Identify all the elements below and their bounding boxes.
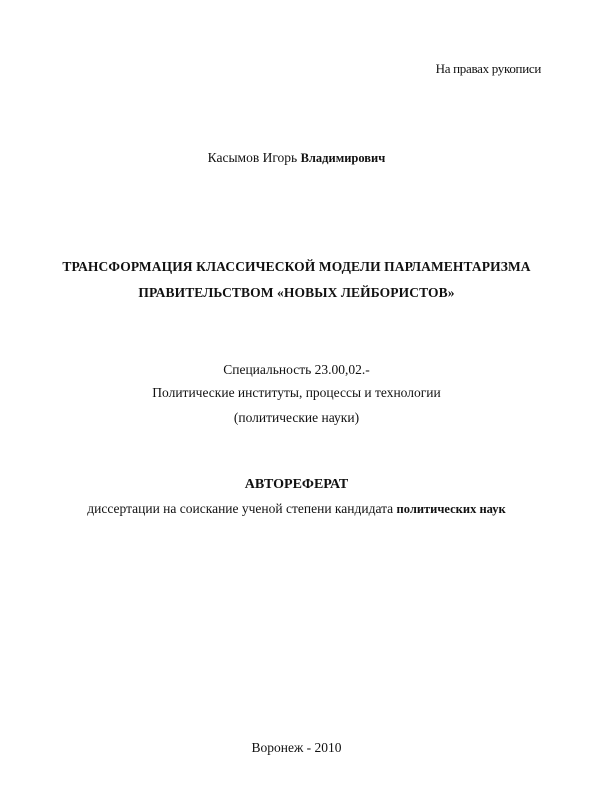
specialty-name: Политические институты, процессы и технологии <box>152 385 441 400</box>
document-purpose-regular: диссертации на соискание ученой степени кандидата <box>87 501 397 516</box>
title-line-2: ПРАВИТЕЛЬСТВОМ «НОВЫХ ЛЕЙБОРИСТОВ» <box>138 285 455 300</box>
document-purpose-bold: политических наук <box>396 502 506 516</box>
author-name <box>0 151 593 165</box>
document-type: АВТОРЕФЕРАТ <box>244 477 349 492</box>
manuscript-rights-note: На правах рукописи <box>435 61 541 76</box>
specialty-field: (политические науки) <box>233 410 360 425</box>
title-line-1: ТРАНСФОРМАЦИЯ КЛАССИЧЕСКОЙ МОДЕЛИ ПАРЛАМЕНТАРИЗМА <box>62 259 531 274</box>
author-name-regular: Касымов Игорь <box>207 150 301 165</box>
document-purpose <box>0 502 593 516</box>
author-patronymic: Владимирович <box>300 151 386 165</box>
specialty-code: Специальность 23.00,02.- <box>223 362 370 377</box>
city-year: Воронеж - 2010 <box>251 740 342 755</box>
